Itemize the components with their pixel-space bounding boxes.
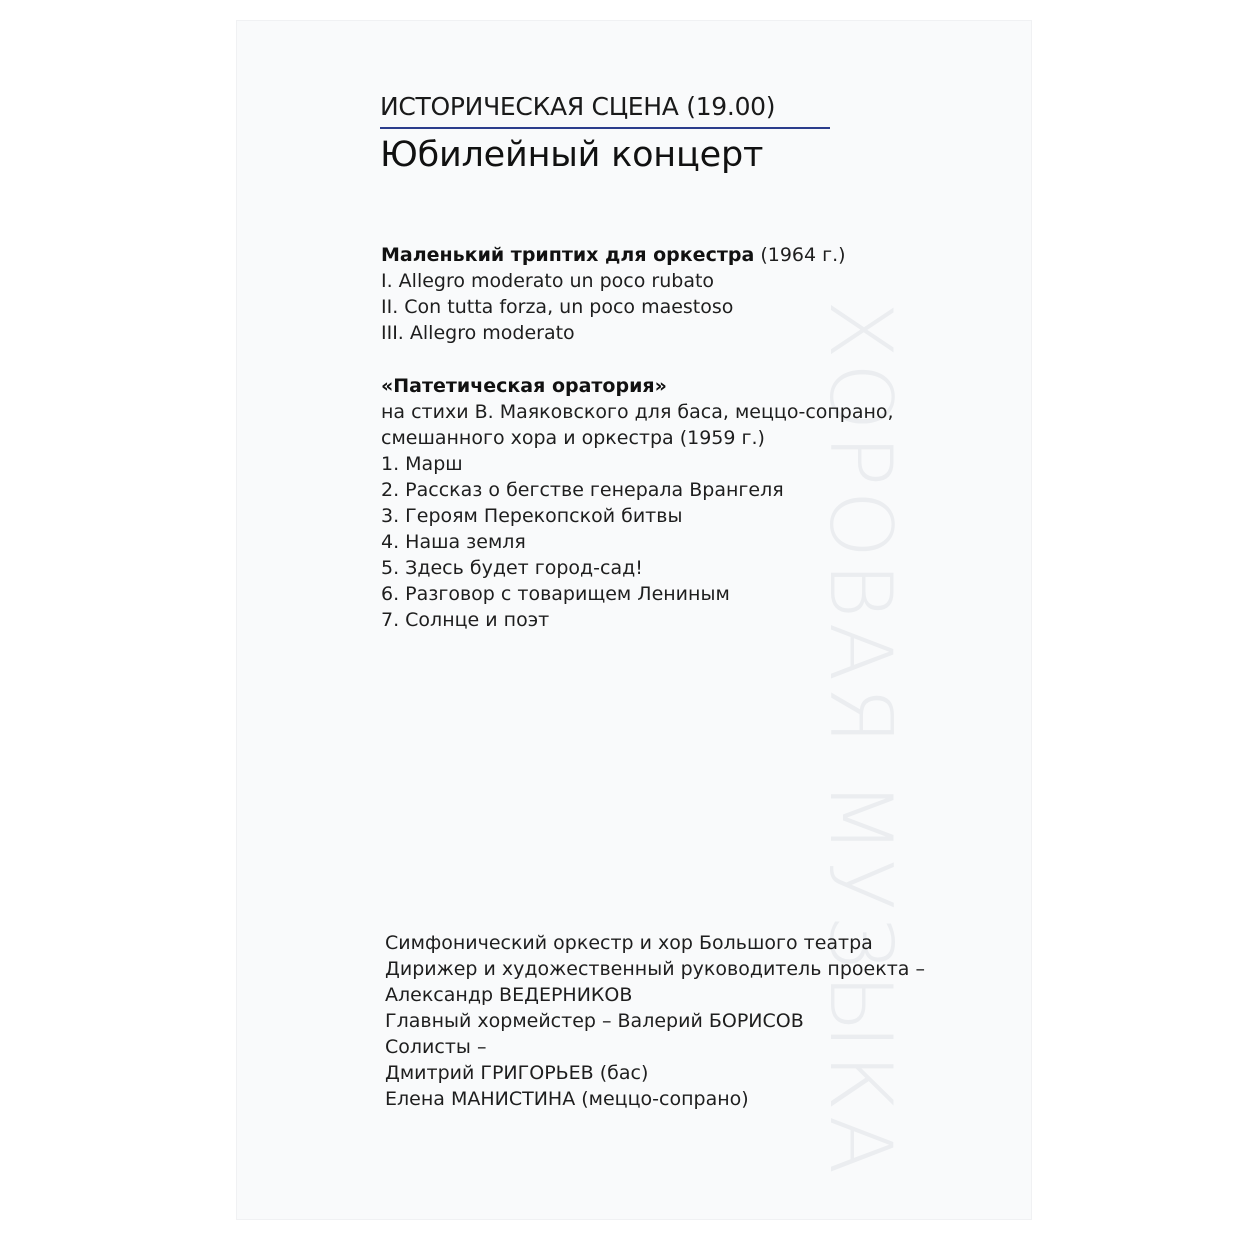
piece-2-subtitle: смешанного хора и оркестра (1959 г.) — [381, 427, 765, 449]
piece-2-part: 7. Солнце и поэт — [381, 609, 550, 631]
piece-1-year: (1964 г.) — [760, 244, 846, 266]
piece-1-title: Маленький триптих для оркестра — [381, 244, 755, 266]
piece-2-title: «Патетическая оратория» — [381, 375, 667, 397]
performer-line: Елена МАНИСТИНА (меццо-сопрано) — [385, 1088, 749, 1110]
piece-2-part: 1. Марш — [381, 453, 463, 475]
watermark-text: ХОРОВАЯ МУЗЫКА — [810, 300, 910, 1179]
piece-1-part: I. Allegro moderato un poco rubato — [381, 270, 715, 292]
performer-line: Александр ВЕДЕРНИКОВ — [385, 984, 633, 1006]
performer-line: Солисты – — [385, 1036, 487, 1058]
concert-title: Юбилейный концерт — [380, 135, 764, 175]
piece-2-part: 6. Разговор с товарищем Лениным — [381, 583, 730, 605]
piece-1-heading — [381, 242, 846, 268]
piece-2-part: 5. Здесь будет город-сад! — [381, 557, 643, 579]
performer-line: Главный хормейстер – Валерий БОРИСОВ — [385, 1010, 804, 1032]
piece-1-part: III. Allegro moderato — [381, 322, 575, 344]
piece-1-part: II. Con tutta forza, un poco maestoso — [381, 296, 734, 318]
piece-2-part: 4. Наша земля — [381, 531, 526, 553]
venue-heading: ИСТОРИЧЕСКАЯ СЦЕНА (19.00) — [380, 92, 776, 121]
piece-2-part: 3. Героям Перекопской битвы — [381, 505, 683, 527]
performer-line: Симфонический оркестр и хор Большого театра — [385, 932, 873, 954]
program-piece-2 — [381, 373, 894, 633]
heading-divider — [380, 127, 830, 129]
program-piece-1 — [381, 242, 846, 346]
performer-line: Дмитрий ГРИГОРЬЕВ (бас) — [385, 1062, 649, 1084]
piece-2-subtitle: на стихи В. Маяковского для баса, меццо-сопрано, — [381, 401, 894, 423]
piece-2-part: 2. Рассказ о бегстве генерала Врангеля — [381, 479, 784, 501]
performer-line: Дирижер и художественный руководитель проекта – — [385, 958, 925, 980]
performers-list — [385, 930, 925, 1112]
